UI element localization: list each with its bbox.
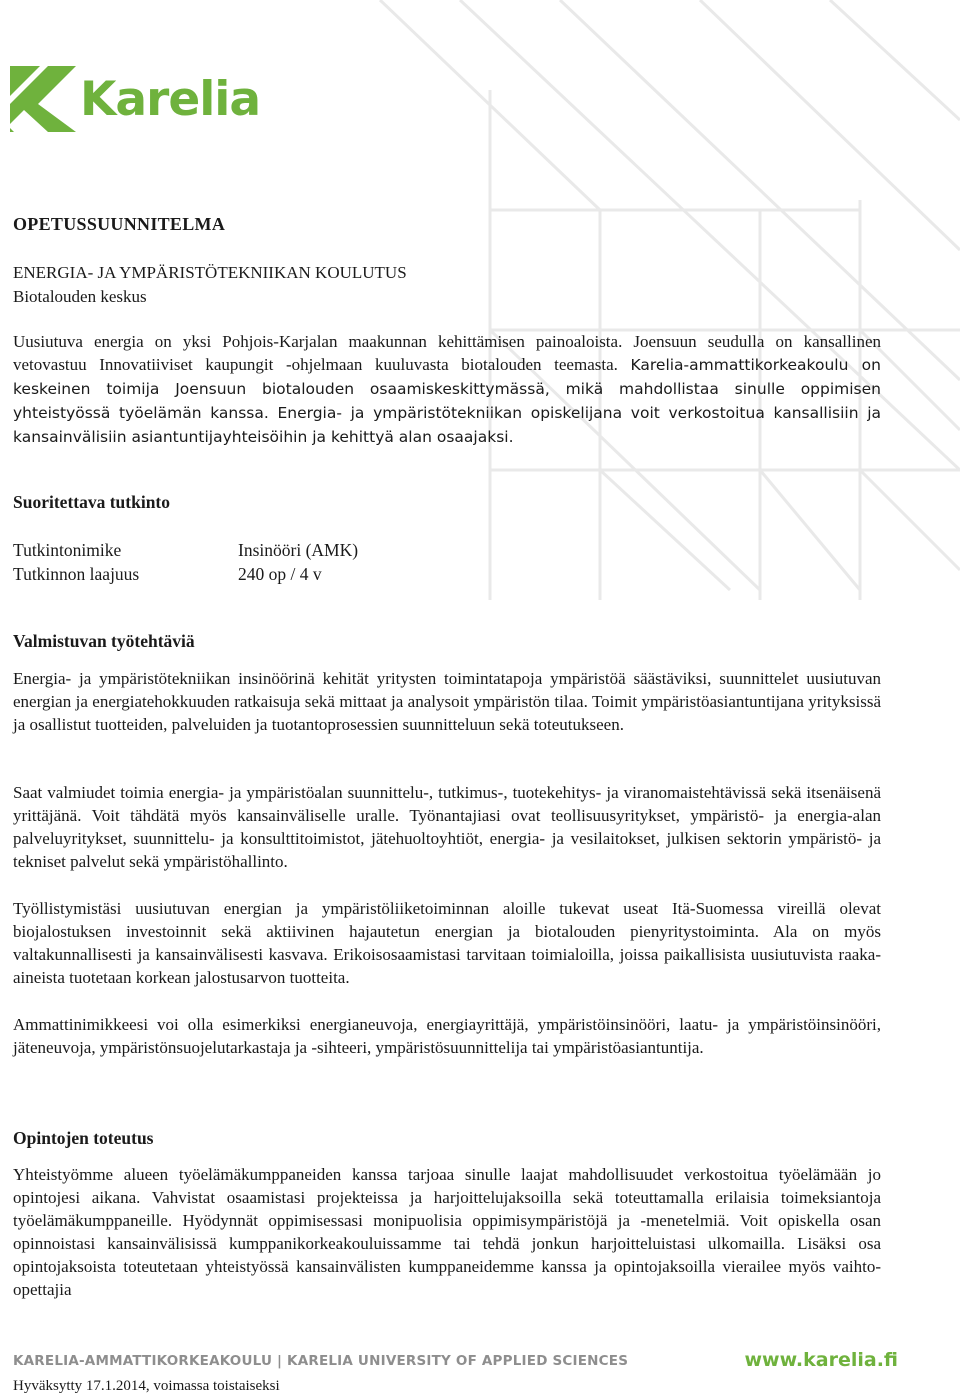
tasks-paragraph: Energia- ja ympäristötekniikan insinöörinä kehität yritysten toimintatapoja ympäristöä säästäviksi, suunnittelet uusiutuvan energian ja energiatehokkuuden ratkaisuja sekä mittaat ja analysoit ympäristön tilaa. Toimit ympäristöasiantuntijana yrityksissä ja osallistut tuotteiden, palveluiden ja tuotantoprosessien suunnitteluun sekä toteutukseen.	[13, 669, 881, 734]
footer-institution-name: KARELIA-AMMATTIKORKEAKOULU | KARELIA UNIVERSITY OF APPLIED SCIENCES	[13, 1353, 629, 1369]
study-paragraph: Yhteistyömme alueen työelämäkumppaneiden kanssa tarjoaa sinulle laajat mahdollisuudet verkostoitua työelämään jo opintojesi aikana. Vahvistat osaamistasi projekteissa ja harjoittelujaksoilla sekä toteuttamalla erilaisia toimeksiantoja työelämäkumppaneille. Hyödynnät oppimisessasi monipuolisia oppimisympäristöjä ja -menetelmiä. Voit opiskella osan opinnoistasi kansainvälisissä kumppanikorkeakouluissamme tai tehdä jonkun harjoitteluistasi ulkomailla. Lisäksi osa opintojaksoista toteutetaan yhteistyössä kansainvälisten kumppaneidemme kanssa ja opintojaksoilla vierailee myös vaihto-opettajia	[13, 1165, 881, 1299]
degree-label: Tutkinnon laajuus	[13, 564, 140, 584]
degree-value: 240 op / 4 v	[238, 564, 322, 584]
footer	[13, 1349, 898, 1375]
intro-paragraph	[13, 330, 881, 449]
tasks-paragraph: Saat valmiudet toimia energia- ja ympäristöalan suunnittelu-, tutkimus-, tuotekehitys- ja viranomaistehtävissä sekä itsenäisenä yrittäjänä. Voit tähdätä myös kansainväliselle uralle. Työnantajiasi ovat teollisuusyritykset, ympäristö- ja energia-alan palveluyritykset, suunnittelu- ja konsulttitoimistot, jätehuoltoyhtiöt, energia- ja vesilaitokset, julkisen sektorin ympäristö- ja tekniset palvelut sekä ympäristöhallinto.	[13, 783, 881, 871]
approval-note: Hyväksytty 17.1.2014, voimassa toistaiseksi	[13, 1378, 280, 1394]
degree-heading: Suoritettava tutkinto	[13, 492, 171, 512]
tasks-heading: Valmistuvan työtehtäviä	[13, 631, 195, 651]
document-title: OPETUSSUUNNITELMA	[13, 214, 226, 234]
karelia-logo-wordmark: Karelia	[80, 72, 261, 127]
study-heading: Opintojen toteutus	[13, 1128, 154, 1148]
tasks-paragraph: Työllistymistäsi uusiutuvan energian ja ympäristöliiketoiminnan aloille tukevat useat Itä-Suomessa vireillä olevat biojalostuksen investoinnit sekä aktiivinen hajautetun energian ja biotalouden pienyritystoiminta. Ala on myös valtakunnallisesti ja kansainvälisesti kasvava. Erikoisosaamistasi tarvitaan toimialoilla, joissa paikallisista uusiutuvista raaka-aineista tuotetaan korkean jalostusarvon tuotteita.	[13, 899, 881, 987]
education-name: ENERGIA- JA YMPÄRISTÖTEKNIIKAN KOULUTUS	[13, 263, 407, 282]
education-unit: Biotalouden keskus	[13, 287, 147, 306]
degree-label: Tutkintonimike	[13, 540, 122, 560]
intro-text-sans: Karelia-ammattikorkeakoulu on keskeinen toimija Joensuun biotalouden osaamiskeskittymässä, mikä mahdollistaa sinulle oppimisen yhteistyössä työelämän kanssa. Energia- ja ympäristötekniikan opiskelijana voit verkostoitua kansallisiin ja kansainvälisiin asiantuntijayhteisöihin ja kehittyä alan osaajaksi.	[13, 356, 881, 446]
karelia-logo	[10, 66, 270, 136]
karelia-logo-mark-icon	[10, 66, 78, 134]
footer-website-link[interactable]: www.karelia.fi	[744, 1349, 898, 1371]
intro-text-serif: Uusiutuva energia on yksi Pohjois-Karjalan maakunnan kehittämisen painoaloista. Joensuun seudulla on kansallinen vetovastuu Innovatiiviset kaupungit -ohjelmaan kuuluvasta biotalouden teemasta.	[13, 332, 881, 374]
degree-value: Insinööri (AMK)	[238, 540, 359, 560]
tasks-paragraph: Ammattinimikkeesi voi olla esimerkiksi energianeuvoja, energiayrittäjä, ympäristöinsinööri, laatu- ja ympäristöinsinööri, jäteneuvoja, ympäristönsuojelutarkastaja ja -sihteeri, ympäristösuunnittelija tai ympäristöasiantuntija.	[13, 1015, 881, 1057]
